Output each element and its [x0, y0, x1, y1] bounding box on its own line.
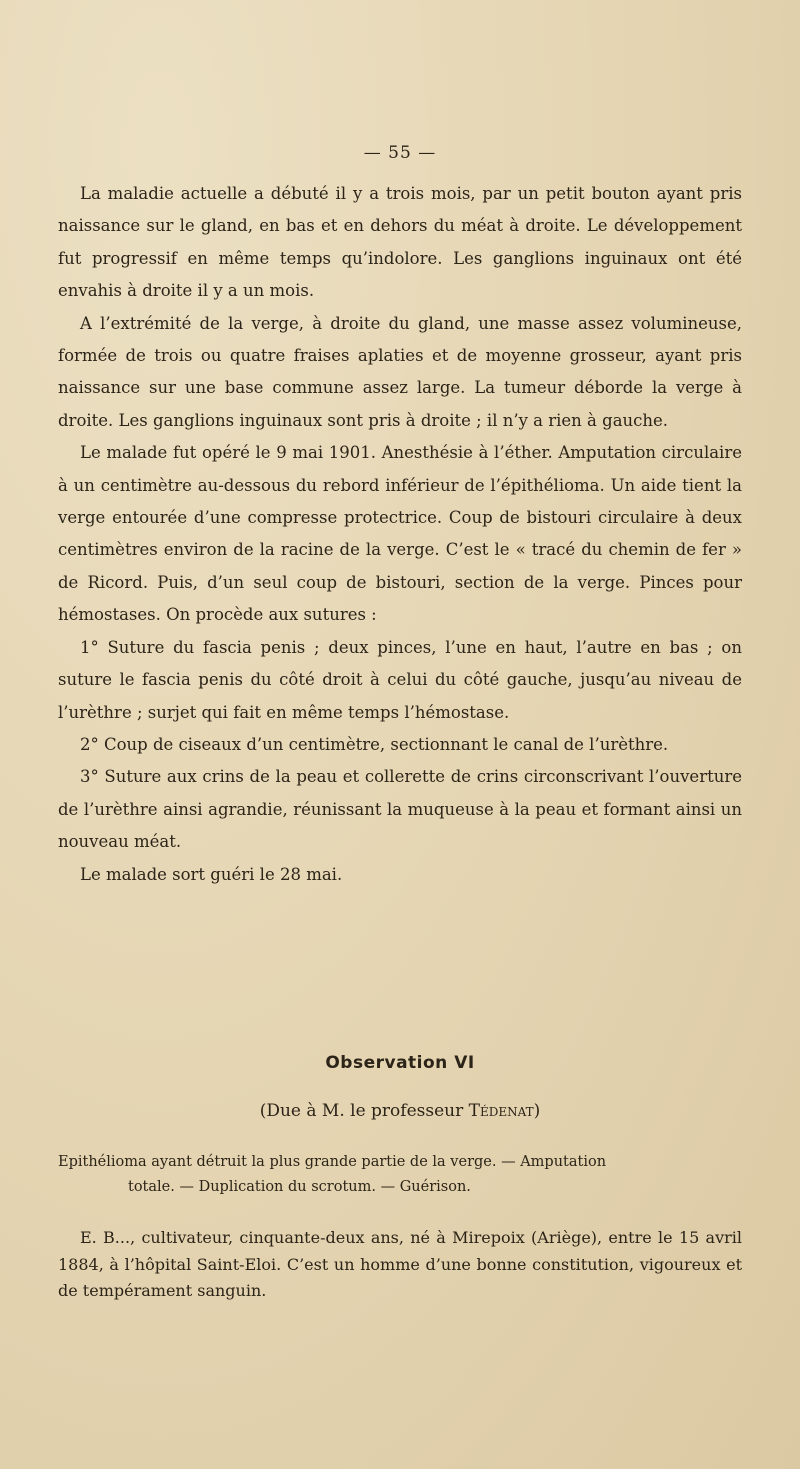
paragraph: Le malade fut opéré le 9 mai 1901. Anesthésie à l’éther. Amputation circulaire à un centimètre au-dessous du rebord inférieur de l’épithélioma. Un aide tient la verge entourée d’une compresse protectrice. Coup de bistouri circulaire à deux centimètres environ de la racine de la verge. C’est le « tracé du chemin de fer » de Ricord. Puis, d’un seul coup de bistouri, section de la verge. Pinces pour hémostases. On procède aux sutures :: [58, 443, 742, 625]
paragraph: Le malade sort guéri le 28 mai.: [80, 864, 343, 884]
body-text: [58, 178, 742, 891]
paragraph: La maladie actuelle a débuté il y a trois mois, par un petit bouton ayant pris naissance sur le gland, en bas et en dehors du méat à droite. Le développement fut progressif en même temps qu’indolore. Les ganglions inguinaux ont été envahis à droite il y a un mois.: [58, 184, 742, 301]
observation-summary: [58, 1150, 742, 1200]
paragraph: 2° Coup de ciseaux d’un centimètre, sectionnant le canal de l’urèthre.: [80, 734, 669, 754]
author-suffix: ): [533, 1101, 541, 1121]
observation-author: [0, 1101, 800, 1121]
author-prefix: (Due à M. le professeur: [259, 1101, 469, 1121]
case-description: [58, 1225, 742, 1305]
summary-line: totale. — Duplication du scrotum. — Guérison.: [128, 1179, 471, 1195]
paragraph: 3° Suture aux crins de la peau et collerette de crins circonscrivant l’ouverture de l’urèthre ainsi agrandie, réunissant la muqueuse à la peau et formant ainsi un nouveau méat.: [58, 767, 742, 852]
observation-title: Observation VI: [325, 1053, 475, 1073]
paragraph: 1° Suture du fascia penis ; deux pinces, l’une en haut, l’autre en bas ; on suture le fascia penis du côté droit à celui du côté gauche, jusqu’au niveau de l’urèthre ; surjet qui fait en même temps l’hémostase.: [58, 637, 742, 722]
author-name: Tédenat: [468, 1101, 534, 1121]
paragraph: A l’extrémité de la verge, à droite du gland, une masse assez volumineuse, formée de trois ou quatre fraises aplaties et de moyenne grosseur, ayant pris naissance sur une base commune assez large. La tumeur déborde la verge à droite. Les ganglions inguinaux sont pris à droite ; il n’y a rien à gauche.: [58, 313, 742, 430]
summary-line: Epithélioma ayant détruit la plus grande partie de la verge. — Amputation: [58, 1154, 607, 1170]
page-number: — 55 —: [363, 143, 437, 163]
paragraph: E. B..., cultivateur, cinquante-deux ans, né à Mirepoix (Ariège), entre le 15 avril 1884, à l’hôpital Saint-Eloi. C’est un homme d’une bonne constitution, vigoureux et de tempérament sanguin.: [58, 1228, 742, 1300]
